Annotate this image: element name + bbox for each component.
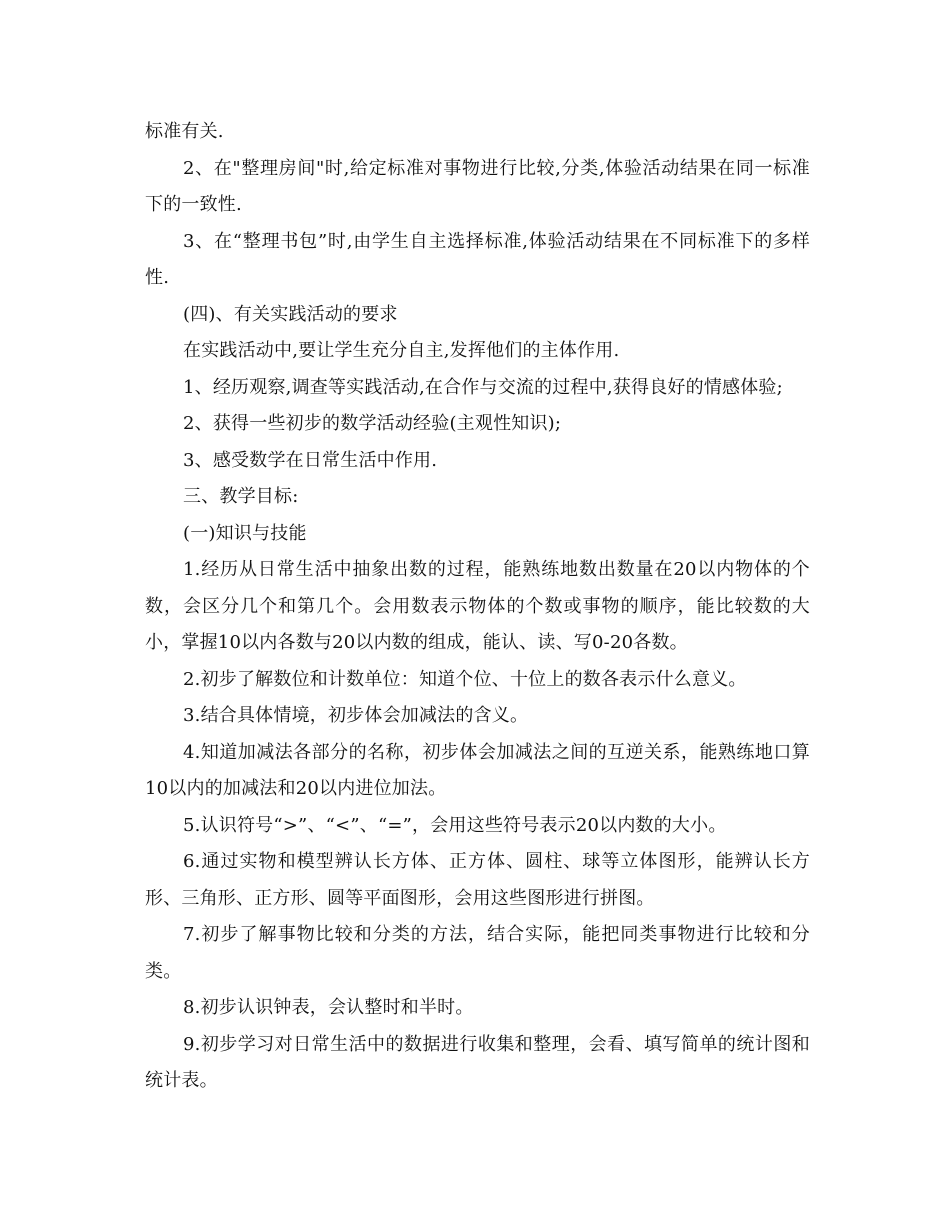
list-item: 8.初步认识钟表，会认整时和半时。 — [183, 997, 474, 1018]
subsection-heading: (一)知识与技能 — [183, 522, 307, 544]
paragraph: 2、在"整理房间"时,给定标准对事物进行比较,分类,体验活动结果在同一标准下的一致性. — [145, 157, 810, 215]
paragraph: 在实践活动中,要让学生充分自主,发挥他们的主体作用. — [183, 340, 620, 361]
list-item: 6.通过实物和模型辨认长方体、正方体、圆柱、球等立体图形，能辨认长方形、三角形、正方形、圆等平面图形，会用这些图形进行拼图。 — [145, 851, 810, 909]
paragraph: 3、在“整理书包”时,由学生自主选择标准,体验活动结果在不同标准下的多样性. — [145, 230, 810, 288]
section-heading: 三、教学目标: — [183, 486, 299, 507]
list-item: 4.知道加减法各部分的名称，初步体会加减法之间的互逆关系，能熟练地口算10以内的加减法和20以内进位加法。 — [145, 741, 810, 799]
list-item: 5.认识符号“>”、“<”、“=”，会用这些符号表示20以内数的大小。 — [183, 814, 727, 836]
list-item: 1.经历从日常生活中抽象出数的过程，能熟练地数出数量在20以内物体的个数，会区分几个和第几个。会用数表示物体的个数或事物的顺序，能比较数的大小，掌握10以内各数与20以内数的组成，能认、读、写0-20各数。 — [145, 559, 810, 653]
list-item: 1、经历观察,调查等实践活动,在合作与交流的过程中,获得良好的情感体验; — [183, 376, 783, 398]
document-body — [145, 114, 810, 1100]
list-item: 2、获得一些初步的数学活动经验(主观性知识); — [183, 413, 562, 434]
section-heading: (四)、有关实践活动的要求 — [183, 303, 398, 325]
list-item: 9.初步学习对日常生活中的数据进行收集和整理，会看、填写简单的统计图和统计表。 — [145, 1033, 810, 1091]
paragraph: 标准有关. — [145, 121, 224, 142]
list-item: 7.初步了解事物比较和分类的方法，结合实际，能把同类事物进行比较和分类。 — [145, 924, 810, 982]
list-item: 3、感受数学在日常生活中作用. — [183, 449, 438, 471]
list-item: 3.结合具体情境，初步体会加减法的含义。 — [183, 705, 529, 726]
list-item: 2.初步了解数位和计数单位：知道个位、十位上的数各表示什么意义。 — [183, 668, 747, 690]
